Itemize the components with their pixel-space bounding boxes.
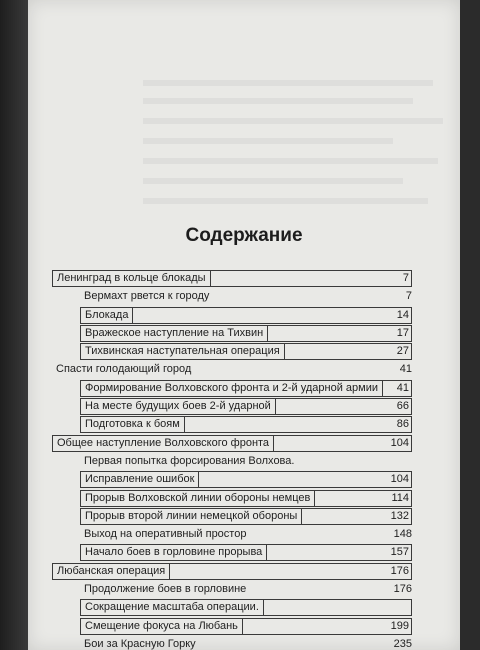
toc-section [56,525,412,543]
toc-leader [191,360,388,378]
toc-page-number: 176 [385,563,412,580]
toc-entry-title: Сокращение масштаба операции. [80,599,264,616]
toc-section [56,379,412,397]
toc-section [56,287,412,305]
toc-page-number: 14 [385,307,412,324]
toc-entry-title: Общее наступление Волховского фронта [52,435,274,452]
toc-leader [246,580,388,598]
toc-section [56,324,412,342]
toc-leader [246,525,388,543]
toc-section [56,617,412,635]
toc-section [56,452,412,470]
toc-entry-title: Любанская операция [52,563,170,580]
toc-entry-title: Спасти голодающий город [56,363,192,376]
toc-leader [170,563,385,580]
toc-entry-title: Бои за Красную Горку [84,637,196,650]
toc-page-number: 199 [385,618,412,635]
toc-page-number [385,599,412,616]
toc-entry-title: Формирование Волховского фронта и 2-й ударной армии [80,380,383,397]
toc-page-number: 41 [385,380,412,397]
toc-page-number: 235 [393,637,412,650]
toc-page-number: 148 [393,528,412,541]
toc-entry-title: Вражеское наступление на Тихвин [80,325,268,342]
toc-section [56,415,412,433]
toc-entry-title: Первая попытка форсирования Волхова. [84,454,295,467]
toc-leader [211,270,385,287]
toc-entry-title: Ленинград в кольце блокады [52,270,211,287]
toc-entry-title: Тихвинская наступательная операция [80,343,285,360]
toc-page-number: 132 [385,508,412,525]
toc-leader [133,307,385,324]
toc-leader [302,508,385,525]
toc-chapter [56,360,412,378]
toc-page-number: 7 [385,270,412,287]
toc-leader [268,325,385,342]
toc-section [56,580,412,598]
toc-leader [276,398,385,415]
toc-leader [199,471,385,488]
toc-leader [209,287,388,305]
toc-section [56,489,412,507]
toc-section [56,507,412,525]
toc-page-number: 7 [405,290,412,303]
toc-entry-title: Исправление ошибок [80,471,199,488]
toc-entry-title: Смещение фокуса на Любань [80,618,243,635]
toc-leader [264,599,385,616]
toc-page-number [388,452,412,470]
toc-page-number: 17 [385,325,412,342]
toc-leader [294,452,388,470]
toc-entry-title: Блокада [80,307,133,324]
page-title: Содержание [185,225,303,246]
toc-page-number: 27 [385,343,412,360]
toc-page-number: 41 [399,363,412,376]
toc-chapter [56,562,412,580]
toc-page-number: 157 [385,544,412,561]
book-page [28,0,460,650]
table-of-contents [56,269,412,650]
toc-entry-title: Продолжение боев в горловине [84,583,247,596]
toc-entry-title: Вермахт рвется к городу [84,290,210,303]
toc-section [56,635,412,650]
toc-section [56,342,412,360]
toc-chapter [56,269,412,287]
toc-page-number: 86 [385,416,412,433]
toc-leader [285,343,385,360]
toc-entry-title: Прорыв второй линии немецкой обороны [80,508,302,525]
toc-chapter [56,434,412,452]
toc-page-number: 114 [385,490,412,507]
toc-leader [315,490,385,507]
toc-leader [185,416,385,433]
toc-section [56,470,412,488]
toc-entry-title: Выход на оперативный простор [84,528,247,541]
toc-section [56,543,412,561]
toc-page-number: 104 [385,471,412,488]
toc-page-number: 66 [385,398,412,415]
toc-entry-title: Прорыв Волховской линии обороны немцев [80,490,315,507]
toc-section [56,598,412,616]
toc-entry-title: Подготовка к боям [80,416,185,433]
toc-page-number: 104 [385,435,412,452]
book-spine-shadow [0,0,28,650]
toc-leader [243,618,385,635]
toc-entry-title: Начало боев в горловине прорыва [80,544,267,561]
toc-leader [267,544,385,561]
toc-section [56,397,412,415]
toc-page-number: 176 [393,583,412,596]
toc-leader [274,435,385,452]
toc-section [56,306,412,324]
toc-leader [196,635,388,650]
toc-entry-title: На месте будущих боев 2-й ударной [80,398,276,415]
